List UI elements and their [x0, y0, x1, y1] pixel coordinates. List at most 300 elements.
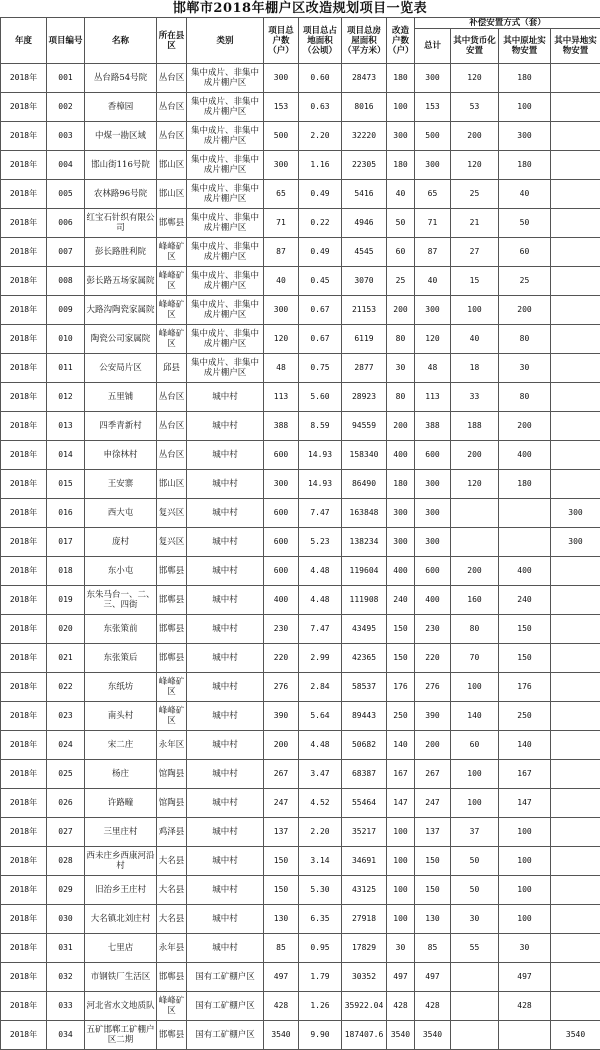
cell-category: 城中村: [187, 731, 264, 760]
cell-comp-total: 267: [415, 760, 451, 789]
cell-comp-cash: [451, 528, 499, 557]
cell-land-area: 7.47: [299, 615, 342, 644]
table-row: [1, 876, 600, 905]
cell-comp-local: 180: [499, 470, 551, 499]
cell-code: 011: [47, 354, 85, 383]
cell-name: 旧治乡王庄村: [85, 876, 157, 905]
cell-comp-local: 147: [499, 789, 551, 818]
cell-comp-total: 390: [415, 702, 451, 731]
table-row: [1, 1021, 600, 1050]
cell-comp-cash: 200: [451, 122, 499, 151]
cell-land-area: 0.49: [299, 238, 342, 267]
table-row: [1, 441, 600, 470]
cell-comp-cash: 100: [451, 760, 499, 789]
cell-category: 城中村: [187, 528, 264, 557]
cell-house-area: 163848: [342, 499, 387, 528]
cell-comp-local: 80: [499, 325, 551, 354]
cell-land-area: 9.90: [299, 1021, 342, 1050]
cell-comp-total: 300: [415, 64, 451, 93]
cell-year: 2018年: [1, 673, 47, 702]
cell-category: 集中成片、非集中成片棚户区: [187, 151, 264, 180]
cell-name: 四季青新村: [85, 412, 157, 441]
cell-comp-remote: [551, 325, 600, 354]
cell-house-area: 34691: [342, 847, 387, 876]
table-row: [1, 992, 600, 1021]
cell-comp-cash: 100: [451, 296, 499, 325]
cell-code: 009: [47, 296, 85, 325]
cell-renovated: 167: [387, 760, 415, 789]
cell-comp-total: 600: [415, 557, 451, 586]
cell-land-area: 6.35: [299, 905, 342, 934]
cell-comp-cash: 100: [451, 789, 499, 818]
table-row: [1, 818, 600, 847]
cell-comp-local: [499, 499, 551, 528]
cell-house-area: 3070: [342, 267, 387, 296]
cell-land-area: 1.79: [299, 963, 342, 992]
cell-households: 267: [264, 760, 299, 789]
cell-renovated: 180: [387, 151, 415, 180]
cell-district: 峰峰矿区: [157, 992, 187, 1021]
cell-comp-total: 113: [415, 383, 451, 412]
cell-house-area: 119604: [342, 557, 387, 586]
cell-code: 003: [47, 122, 85, 151]
cell-land-area: 14.93: [299, 441, 342, 470]
header-code: 项目编号: [47, 18, 85, 64]
cell-households: 87: [264, 238, 299, 267]
cell-code: 023: [47, 702, 85, 731]
table-row: [1, 586, 600, 615]
cell-comp-local: 100: [499, 818, 551, 847]
table-row: [1, 151, 600, 180]
cell-households: 600: [264, 499, 299, 528]
cell-category: 城中村: [187, 615, 264, 644]
cell-households: 150: [264, 847, 299, 876]
cell-comp-cash: 80: [451, 615, 499, 644]
table-row: [1, 180, 600, 209]
cell-district: 鸡泽县: [157, 818, 187, 847]
cell-comp-local: 300: [499, 122, 551, 151]
table-row: [1, 644, 600, 673]
cell-category: 国有工矿棚户区: [187, 992, 264, 1021]
cell-name: 庞村: [85, 528, 157, 557]
cell-code: 005: [47, 180, 85, 209]
cell-comp-cash: 25: [451, 180, 499, 209]
cell-name: 东小屯: [85, 557, 157, 586]
cell-code: 001: [47, 64, 85, 93]
cell-land-area: 2.20: [299, 122, 342, 151]
cell-district: 复兴区: [157, 499, 187, 528]
cell-district: 峰峰矿区: [157, 673, 187, 702]
cell-house-area: 8016: [342, 93, 387, 122]
cell-comp-cash: 60: [451, 731, 499, 760]
cell-comp-local: 240: [499, 586, 551, 615]
cell-comp-cash: 50: [451, 847, 499, 876]
cell-land-area: 7.47: [299, 499, 342, 528]
cell-house-area: 28473: [342, 64, 387, 93]
cell-name: 彭长路五场家属院: [85, 267, 157, 296]
cell-category: 城中村: [187, 818, 264, 847]
cell-comp-total: 3540: [415, 1021, 451, 1050]
header-comp-total: 总计: [415, 29, 451, 64]
cell-house-area: 50682: [342, 731, 387, 760]
table-row: [1, 209, 600, 238]
cell-comp-remote: [551, 876, 600, 905]
cell-comp-remote: [551, 93, 600, 122]
cell-house-area: 138234: [342, 528, 387, 557]
cell-year: 2018年: [1, 209, 47, 238]
cell-category: 城中村: [187, 702, 264, 731]
cell-households: 276: [264, 673, 299, 702]
cell-households: 300: [264, 296, 299, 325]
cell-renovated: 180: [387, 64, 415, 93]
cell-code: 025: [47, 760, 85, 789]
cell-name: 市钢铁厂生活区: [85, 963, 157, 992]
project-table: [0, 17, 600, 1050]
cell-code: 030: [47, 905, 85, 934]
cell-comp-total: 300: [415, 470, 451, 499]
cell-comp-local: 100: [499, 905, 551, 934]
cell-district: 峰峰矿区: [157, 238, 187, 267]
cell-year: 2018年: [1, 412, 47, 441]
table-row: [1, 934, 600, 963]
table-row: [1, 528, 600, 557]
cell-name: 西大屯: [85, 499, 157, 528]
cell-households: 300: [264, 151, 299, 180]
cell-land-area: 2.84: [299, 673, 342, 702]
cell-land-area: 0.95: [299, 934, 342, 963]
cell-renovated: 240: [387, 586, 415, 615]
cell-land-area: 5.64: [299, 702, 342, 731]
cell-comp-cash: 53: [451, 93, 499, 122]
cell-comp-cash: 37: [451, 818, 499, 847]
cell-households: 137: [264, 818, 299, 847]
cell-comp-total: 600: [415, 441, 451, 470]
cell-comp-total: 428: [415, 992, 451, 1021]
cell-district: 峰峰矿区: [157, 267, 187, 296]
cell-category: 集中成片、非集中成片棚户区: [187, 93, 264, 122]
cell-households: 113: [264, 383, 299, 412]
cell-code: 004: [47, 151, 85, 180]
table-row: [1, 760, 600, 789]
cell-households: 400: [264, 586, 299, 615]
cell-year: 2018年: [1, 847, 47, 876]
cell-house-area: 30352: [342, 963, 387, 992]
cell-year: 2018年: [1, 644, 47, 673]
cell-comp-local: 30: [499, 934, 551, 963]
cell-comp-cash: 30: [451, 905, 499, 934]
cell-comp-total: 153: [415, 93, 451, 122]
cell-comp-cash: 55: [451, 934, 499, 963]
cell-code: 002: [47, 93, 85, 122]
cell-house-area: 35922.04: [342, 992, 387, 1021]
cell-comp-cash: 21: [451, 209, 499, 238]
cell-comp-total: 230: [415, 615, 451, 644]
cell-house-area: 43125: [342, 876, 387, 905]
cell-comp-local: 400: [499, 557, 551, 586]
cell-year: 2018年: [1, 499, 47, 528]
header-district: 所在县区: [157, 18, 187, 64]
cell-code: 006: [47, 209, 85, 238]
cell-year: 2018年: [1, 586, 47, 615]
cell-renovated: 180: [387, 470, 415, 499]
cell-comp-local: 497: [499, 963, 551, 992]
cell-year: 2018年: [1, 180, 47, 209]
cell-name: 东朱马台一、二、三、四街: [85, 586, 157, 615]
cell-name: 东张策后: [85, 644, 157, 673]
cell-name: 三里庄村: [85, 818, 157, 847]
cell-name: 西未庄乡西康河沿村: [85, 847, 157, 876]
cell-renovated: 25: [387, 267, 415, 296]
cell-comp-remote: [551, 934, 600, 963]
cell-comp-cash: 188: [451, 412, 499, 441]
cell-comp-remote: [551, 64, 600, 93]
cell-category: 城中村: [187, 470, 264, 499]
table-body: [1, 64, 600, 1050]
cell-land-area: 8.59: [299, 412, 342, 441]
cell-code: 010: [47, 325, 85, 354]
cell-comp-remote: [551, 731, 600, 760]
cell-district: 复兴区: [157, 528, 187, 557]
cell-comp-remote: [551, 122, 600, 151]
cell-comp-local: 30: [499, 354, 551, 383]
cell-comp-cash: 70: [451, 644, 499, 673]
cell-category: 集中成片、非集中成片棚户区: [187, 180, 264, 209]
cell-comp-local: 250: [499, 702, 551, 731]
cell-year: 2018年: [1, 789, 47, 818]
cell-code: 017: [47, 528, 85, 557]
cell-comp-remote: [551, 760, 600, 789]
table-row: [1, 963, 600, 992]
cell-comp-total: 500: [415, 122, 451, 151]
cell-comp-local: 80: [499, 383, 551, 412]
cell-renovated: 300: [387, 528, 415, 557]
cell-land-area: 0.67: [299, 325, 342, 354]
cell-category: 集中成片、非集中成片棚户区: [187, 296, 264, 325]
cell-comp-local: 200: [499, 412, 551, 441]
header-comp-local: 其中原址实物安置: [499, 29, 551, 64]
cell-name: 陶瓷公司家属院: [85, 325, 157, 354]
cell-year: 2018年: [1, 325, 47, 354]
cell-comp-total: 137: [415, 818, 451, 847]
cell-district: 峰峰矿区: [157, 296, 187, 325]
cell-comp-local: [499, 528, 551, 557]
cell-comp-total: 497: [415, 963, 451, 992]
cell-comp-remote: [551, 673, 600, 702]
cell-comp-total: 130: [415, 905, 451, 934]
cell-house-area: 187407.6: [342, 1021, 387, 1050]
cell-name: 东张策前: [85, 615, 157, 644]
cell-households: 388: [264, 412, 299, 441]
table-row: [1, 354, 600, 383]
cell-households: 220: [264, 644, 299, 673]
cell-year: 2018年: [1, 441, 47, 470]
cell-house-area: 43495: [342, 615, 387, 644]
cell-comp-remote: [551, 557, 600, 586]
table-row: [1, 789, 600, 818]
cell-house-area: 35217: [342, 818, 387, 847]
cell-households: 130: [264, 905, 299, 934]
cell-code: 007: [47, 238, 85, 267]
cell-district: 丛台区: [157, 64, 187, 93]
cell-comp-cash: 33: [451, 383, 499, 412]
cell-land-area: 0.67: [299, 296, 342, 325]
cell-comp-local: 400: [499, 441, 551, 470]
cell-category: 城中村: [187, 586, 264, 615]
cell-comp-local: 100: [499, 876, 551, 905]
table-row: [1, 238, 600, 267]
cell-house-area: 28923: [342, 383, 387, 412]
cell-land-area: 4.48: [299, 731, 342, 760]
table-row: [1, 296, 600, 325]
cell-comp-cash: 120: [451, 151, 499, 180]
cell-households: 600: [264, 441, 299, 470]
cell-name: 许路疃: [85, 789, 157, 818]
cell-year: 2018年: [1, 905, 47, 934]
cell-comp-total: 276: [415, 673, 451, 702]
cell-name: 丛台路54号院: [85, 64, 157, 93]
cell-renovated: 176: [387, 673, 415, 702]
cell-renovated: 300: [387, 122, 415, 151]
cell-name: 东纸坊: [85, 673, 157, 702]
cell-category: 集中成片、非集中成片棚户区: [187, 325, 264, 354]
cell-comp-remote: [551, 383, 600, 412]
table-row: [1, 557, 600, 586]
cell-land-area: 4.48: [299, 557, 342, 586]
cell-comp-cash: 200: [451, 557, 499, 586]
cell-households: 300: [264, 64, 299, 93]
cell-renovated: 400: [387, 557, 415, 586]
cell-district: 邯郸县: [157, 586, 187, 615]
cell-comp-total: 300: [415, 499, 451, 528]
cell-comp-remote: [551, 992, 600, 1021]
cell-district: 峰峰矿区: [157, 702, 187, 731]
cell-category: 城中村: [187, 499, 264, 528]
cell-comp-remote: [551, 818, 600, 847]
cell-comp-cash: [451, 963, 499, 992]
cell-district: 丛台区: [157, 122, 187, 151]
cell-comp-total: 87: [415, 238, 451, 267]
cell-renovated: 400: [387, 441, 415, 470]
cell-district: 邯郸县: [157, 1021, 187, 1050]
cell-code: 034: [47, 1021, 85, 1050]
cell-year: 2018年: [1, 934, 47, 963]
cell-category: 城中村: [187, 557, 264, 586]
cell-comp-remote: [551, 412, 600, 441]
cell-land-area: 2.99: [299, 644, 342, 673]
cell-comp-local: 25: [499, 267, 551, 296]
cell-name: 彭长路胜利院: [85, 238, 157, 267]
cell-comp-remote: [551, 238, 600, 267]
cell-house-area: 4946: [342, 209, 387, 238]
cell-year: 2018年: [1, 528, 47, 557]
cell-year: 2018年: [1, 818, 47, 847]
cell-district: 大名县: [157, 876, 187, 905]
cell-category: 集中成片、非集中成片棚户区: [187, 64, 264, 93]
cell-households: 150: [264, 876, 299, 905]
cell-comp-cash: 120: [451, 64, 499, 93]
cell-renovated: 200: [387, 412, 415, 441]
cell-name: 农林路96号院: [85, 180, 157, 209]
cell-comp-local: 140: [499, 731, 551, 760]
cell-name: 邯山街116号院: [85, 151, 157, 180]
cell-category: 集中成片、非集中成片棚户区: [187, 354, 264, 383]
cell-renovated: 100: [387, 876, 415, 905]
cell-comp-remote: [551, 963, 600, 992]
cell-comp-remote: [551, 151, 600, 180]
cell-district: 邯郸县: [157, 644, 187, 673]
table-row: [1, 122, 600, 151]
cell-comp-cash: 100: [451, 673, 499, 702]
cell-land-area: 1.16: [299, 151, 342, 180]
header-households: 项目总户数（户）: [264, 18, 299, 64]
cell-code: 024: [47, 731, 85, 760]
cell-renovated: 80: [387, 383, 415, 412]
cell-comp-local: 180: [499, 151, 551, 180]
cell-comp-local: 150: [499, 615, 551, 644]
cell-renovated: 140: [387, 731, 415, 760]
cell-code: 021: [47, 644, 85, 673]
cell-households: 390: [264, 702, 299, 731]
cell-comp-local: 100: [499, 93, 551, 122]
cell-code: 018: [47, 557, 85, 586]
cell-comp-local: 40: [499, 180, 551, 209]
cell-district: 峰峰矿区: [157, 325, 187, 354]
cell-comp-remote: [551, 905, 600, 934]
cell-comp-total: 300: [415, 151, 451, 180]
cell-code: 033: [47, 992, 85, 1021]
cell-comp-total: 120: [415, 325, 451, 354]
cell-comp-remote: 3540: [551, 1021, 600, 1050]
cell-house-area: 5416: [342, 180, 387, 209]
cell-comp-local: 60: [499, 238, 551, 267]
cell-comp-cash: 160: [451, 586, 499, 615]
cell-year: 2018年: [1, 760, 47, 789]
cell-code: 032: [47, 963, 85, 992]
table-row: [1, 93, 600, 122]
cell-comp-total: 150: [415, 847, 451, 876]
table-row: [1, 470, 600, 499]
cell-year: 2018年: [1, 93, 47, 122]
cell-comp-total: 85: [415, 934, 451, 963]
cell-land-area: 2.20: [299, 818, 342, 847]
cell-code: 026: [47, 789, 85, 818]
cell-comp-total: 48: [415, 354, 451, 383]
cell-comp-remote: [551, 267, 600, 296]
cell-households: 85: [264, 934, 299, 963]
cell-comp-local: 176: [499, 673, 551, 702]
cell-households: 500: [264, 122, 299, 151]
header-comp-cash: 其中货币化安置: [451, 29, 499, 64]
cell-district: 丛台区: [157, 383, 187, 412]
cell-name: 中煤一勘区域: [85, 122, 157, 151]
cell-district: 丛台区: [157, 412, 187, 441]
cell-land-area: 5.60: [299, 383, 342, 412]
cell-house-area: 68387: [342, 760, 387, 789]
cell-name: 宋二庄: [85, 731, 157, 760]
cell-name: 杨庄: [85, 760, 157, 789]
cell-comp-cash: 200: [451, 441, 499, 470]
header-category: 类别: [187, 18, 264, 64]
cell-renovated: 30: [387, 934, 415, 963]
cell-renovated: 100: [387, 818, 415, 847]
cell-households: 247: [264, 789, 299, 818]
cell-households: 600: [264, 528, 299, 557]
cell-comp-remote: [551, 586, 600, 615]
table-row: [1, 702, 600, 731]
cell-renovated: 150: [387, 644, 415, 673]
cell-land-area: 0.63: [299, 93, 342, 122]
cell-households: 120: [264, 325, 299, 354]
